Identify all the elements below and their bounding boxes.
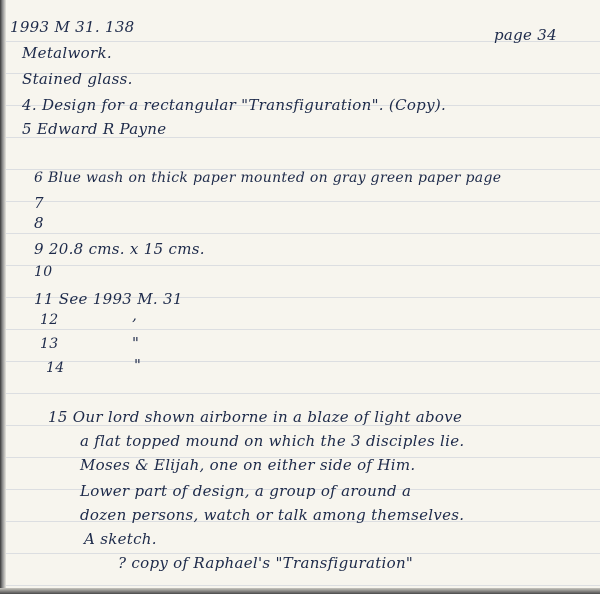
item-number-10: 10: [34, 264, 53, 280]
page-number: page 34: [494, 26, 557, 44]
accession-reference: 1993 M 31. 138: [10, 18, 135, 36]
item-number-7: 7: [34, 194, 44, 212]
item-number-8: 8: [34, 214, 44, 232]
item-number-12: 12: [40, 312, 59, 328]
category-line: Metalwork.: [22, 44, 112, 62]
item-number-13: 13: [40, 336, 59, 352]
ditto-mark-14: ": [134, 356, 142, 374]
ditto-mark-13: ": [132, 334, 140, 352]
item-number-14: 14: [46, 360, 65, 376]
description-line-5: dozen persons, watch or talk among themselves.: [80, 506, 465, 524]
description-line-2: a flat topped mound on which the 3 disciples lie.: [80, 432, 465, 450]
see-reference-line: 11 See 1993 M. 31: [34, 290, 183, 308]
description-line-1: 15 Our lord shown airborne in a blaze of light above: [48, 408, 463, 426]
page-bottom-edge: [0, 588, 600, 594]
ditto-mark-12: ‚: [132, 306, 138, 324]
description-line-7: ? copy of Raphael's "Transfiguration": [118, 554, 414, 572]
description-line-6: A sketch.: [84, 530, 157, 548]
subcategory-line: Stained glass.: [22, 70, 133, 88]
page-left-edge: [0, 0, 6, 594]
medium-line: 6 Blue wash on thick paper mounted on gray green paper page: [34, 170, 502, 186]
artist-line: 5 Edward R Payne: [22, 120, 167, 138]
title-line: 4. Design for a rectangular "Transfiguration". (Copy).: [22, 96, 447, 114]
description-line-3: Moses & Elijah, one on either side of Him.: [80, 456, 416, 474]
description-line-4: Lower part of design, a group of around a: [80, 482, 412, 500]
dimensions-line: 9 20.8 cms. x 15 cms.: [34, 240, 205, 258]
